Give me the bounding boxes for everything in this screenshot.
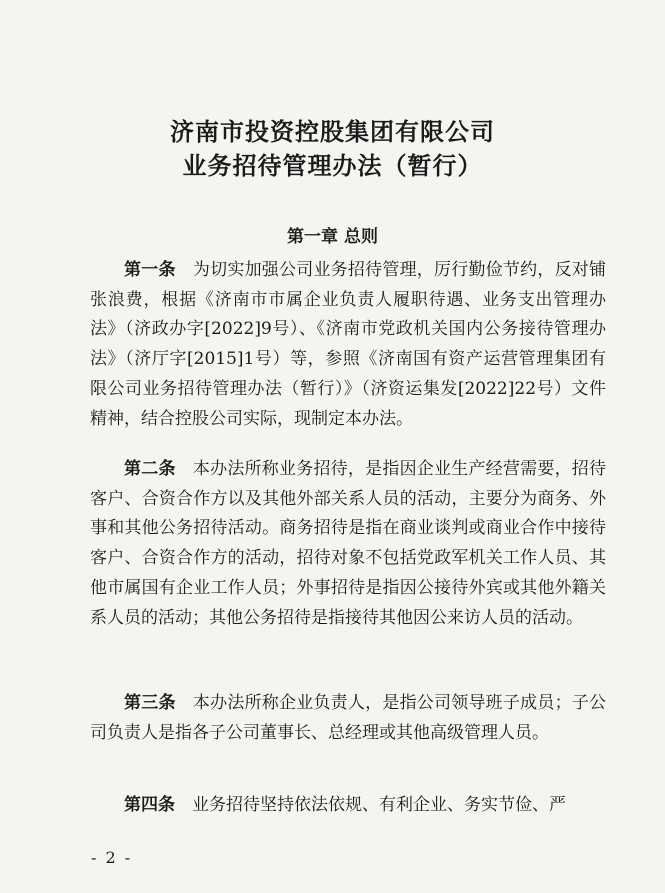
article-1: [90, 256, 606, 434]
article-3: [90, 689, 606, 748]
article-2-text: 本办法所称业务招待，是指因企业生产经营需要，招待客户、合资合作方以及其他外部关系人员的活动，主要分为商务、外事和其他公务招待活动。商务招待是指在商业谈判或商业合作中接待客户、合资合作方的活动，招待对象不包括党政军机关工作人员、其他市属国有企业工作人员；外事招待是指因公接待外宾或其他外籍关系人员的活动；其他公务招待是指接待其他因公来访人员的活动。: [90, 459, 607, 628]
article-3-text: 本办法所称企业负责人，是指公司领导班子成员；子公司负责人是指各子公司董事长、总经理或其他高级管理人员。: [90, 693, 607, 743]
article-2-label: 第二条: [124, 459, 176, 479]
chapter-heading: 第一章 总则: [287, 227, 378, 247]
article-3-label: 第三条: [124, 693, 176, 713]
article-4-text: 业务招待坚持依法依规、有利企业、务实节俭、严: [192, 795, 566, 815]
document-title-line1: 济南市投资控股集团有限公司: [170, 118, 495, 146]
page-number: - 2 -: [91, 848, 133, 867]
document-title-line2: 业务招待管理办法（暂行）: [182, 152, 483, 180]
article-1-text: 为切实加强公司业务招待管理，厉行勤俭节约，反对铺张浪费，根据《济南市市属企业负责人履职待遇、业务支出管理办法》（济政办字[2022]9号）、《济南市党政机关国内公务接待管理办法》（济厅字[2015]1号）等，参照《济南国有资产运营管理集团有限公司业务招待管理办法（暂行）》（济资运集发[2022]22号）文件精神，结合控股公司实际，现制定本办法。: [90, 260, 607, 429]
article-1-label: 第一条: [124, 260, 176, 280]
article-4-label: 第四条: [124, 795, 175, 815]
article-2: [90, 455, 606, 633]
article-4: [90, 791, 606, 821]
